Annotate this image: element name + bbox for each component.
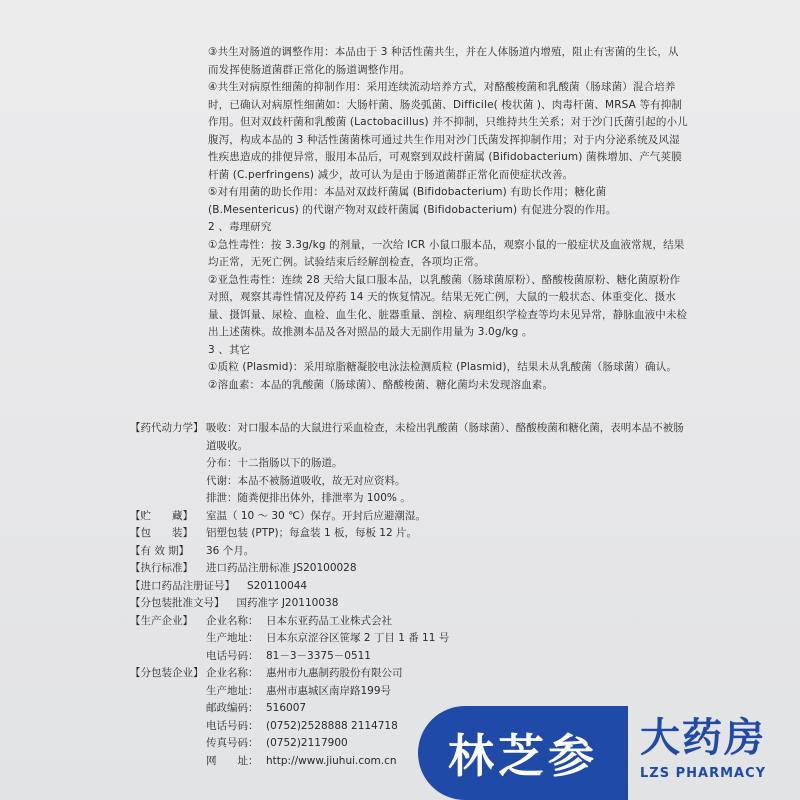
approval-row bbox=[130, 595, 690, 613]
approval-label: 【分包装批准文号】 bbox=[130, 597, 225, 609]
pkg-fax-value: (0752)2117900 bbox=[266, 737, 348, 749]
pk-absorption: 吸收：对口服本品的大鼠进行采血检查，未检出乳酸菌（肠球菌）、酪酸梭菌和糖化菌，表明本品不被肠道吸收。 bbox=[206, 422, 684, 452]
paragraph-hemolysin: ②溶血素：本品的乳酸菌（肠球菌）、酪酸梭菌、糖化菌均未发现溶血素。 bbox=[208, 378, 554, 391]
pkg-web-key: 网 址： bbox=[206, 754, 259, 767]
logo-pharmacy-text: 大药房 bbox=[640, 715, 766, 761]
mfr-address-line bbox=[206, 630, 690, 648]
paragraph-subacute-toxicity: ②亚急性毒性：连续 28 天给大鼠口服本品，以乳酸菌（肠球菌原粉）、酪酸梭菌原粉、糖化菌原粉作对照，观察其毒性情况及停药 14 天的恢复情况。结果无死亡例，大鼠的一般状态、体重变化、摄水量、摄饵量、尿检、血检、血生化、脏器重量、剖检、病理组织学检查等均未见异常，静脉血液中未检出上述菌株。故推测本品及各对照品的最大无副作用量为 3.0g/kg 。 bbox=[208, 273, 688, 338]
pkg-address-key: 生产地址： bbox=[206, 684, 259, 697]
pk-values bbox=[206, 420, 690, 508]
standard-row bbox=[130, 560, 690, 578]
mfr-phone-value: 81－3－3375－0511 bbox=[266, 649, 371, 662]
storage-row bbox=[130, 508, 690, 526]
manufacturer-row bbox=[130, 613, 690, 666]
manufacturer-label: 【生产企业】 bbox=[130, 614, 193, 627]
pkg-phone-key: 电话号码： bbox=[206, 719, 259, 732]
logo-badge bbox=[418, 706, 628, 800]
logo-brand-text: 林芝参 bbox=[448, 729, 598, 783]
mfr-address-key: 生产地址： bbox=[206, 632, 259, 644]
pk-label: 【药代动力学】 bbox=[130, 422, 204, 434]
pkg-name-line bbox=[206, 665, 690, 683]
heading-toxicology: 2 、毒理研究 bbox=[208, 221, 272, 233]
manufacturer-values bbox=[206, 613, 690, 666]
paragraph-symbiosis-adjust: ③共生对肠道的调整作用：本品由于 3 种活性菌共生，并在人体肠道内增殖，阻止有害菌的生长，从而发挥使肠道菌群正常化的肠道调整作用。 bbox=[208, 46, 679, 76]
pkg-address-value: 惠州市惠城区南岸路199号 bbox=[266, 684, 392, 697]
paragraph-plasmid: ①质粒 (Plasmid)：采用琼脂糖凝胶电泳法检测质粒 (Plasmid)，结果未从乳酸菌（肠球菌）确认。 bbox=[208, 361, 678, 373]
mfr-name-value: 日本东亚药品工业株式会社 bbox=[266, 614, 392, 627]
pk-distribution: 分布：十二指肠以下的肠道。 bbox=[206, 457, 343, 469]
heading-other: 3 、其它 bbox=[208, 343, 251, 356]
package-row bbox=[130, 525, 690, 543]
package-value: 铝塑包装 (PTP)；每盒装 1 板，每板 12 片。 bbox=[206, 527, 417, 539]
storage-label: 【贮 藏】 bbox=[130, 509, 193, 522]
package-label: 【包 装】 bbox=[130, 527, 193, 539]
pkg-fax-key: 传真号码： bbox=[206, 737, 259, 749]
pkg-name-value: 惠州市九惠制药股份有限公司 bbox=[266, 667, 403, 679]
paragraph-pathogen-inhibition: ④共生对病原性细菌的抑制作用：采用连续流动培养方式，对酪酸梭菌和乳酸菌（肠球菌）混合培养时，已确认对病原性细菌如：大肠杆菌、肠炎弧菌、Difficile( 梭状菌 )、肉毒杆菌、MRSA 等有抑制作用。但对双歧杆菌和乳酸菌 (Lactobacillus) 并不抑制，只维持共生关系；对于沙门氏菌引起的小儿腹泻，构成本品的 3 种活性菌菌株可通过共生作用对沙门氏菌发挥抑制作用；对于内分泌系统及风湿性疾患造成的排便异常，服用本品后，可观察到双歧杆菌属 (Bifidobacterium) 菌株增加、产气荚膜杆菌 (C.perfringens) 减少，故可认为是由于肠道菌群正常化而使症状改善。 bbox=[208, 81, 688, 181]
mfr-address-value: 日本东京涩谷区笹塚 2 丁目 1 番 11 号 bbox=[266, 632, 450, 644]
packager-label: 【分包装企业】 bbox=[130, 667, 204, 679]
mfr-name-line bbox=[206, 613, 690, 631]
pkg-phone-value: (0752)2528888 2114718 bbox=[266, 719, 398, 732]
pharmacy-watermark-logo bbox=[418, 706, 800, 800]
paragraph-acute-toxicity: ①急性毒性：按 3.3g/kg 的剂量，一次给 ICR 小鼠口服本品，观察小鼠的一般症状及血液常规，结果均正常，无死亡例。试验结束后经解剖检查，各项均正常。 bbox=[208, 238, 685, 268]
pkg-web-value: http://www.jiuhui.com.cn bbox=[266, 754, 397, 767]
main-text-column bbox=[208, 44, 688, 394]
pkg-name-key: 企业名称： bbox=[206, 667, 259, 679]
approval-value: 国药准字 J20110038 bbox=[236, 597, 339, 609]
pkg-address-line bbox=[206, 683, 690, 701]
standard-label: 【执行标准】 bbox=[130, 562, 193, 574]
paragraph-beneficial-growth: ⑤对有用菌的助长作用：本品对双歧杆菌属 (Bifidobacterium) 有助长作用；糖化菌 (B.Mesentericus) 的代谢产物对双歧杆菌属 (Bifidobacterium) 有促进分裂的作用。 bbox=[208, 186, 617, 216]
registration-label: 【进口药品注册证号】 bbox=[130, 579, 235, 592]
pk-row bbox=[130, 420, 690, 508]
pkg-zip-value: 516007 bbox=[266, 702, 307, 714]
mfr-name-key: 企业名称： bbox=[206, 614, 259, 627]
storage-value: 室温（ 10 ～ 30 ℃）保存。开封后应避潮湿。 bbox=[206, 509, 426, 522]
registration-row bbox=[130, 578, 690, 596]
mfr-phone-key: 电话号码： bbox=[206, 649, 259, 662]
standard-value: 进口药品注册标准 JS20100028 bbox=[206, 562, 357, 574]
registration-value: S20110044 bbox=[247, 579, 308, 592]
expiry-value: 36 个月。 bbox=[206, 544, 255, 557]
logo-english-text: LZS PHARMACY bbox=[640, 766, 767, 781]
pkg-zip-key: 邮政编码： bbox=[206, 702, 259, 714]
expiry-label: 【有 效 期】 bbox=[130, 544, 190, 557]
expiry-row bbox=[130, 543, 690, 561]
pk-excretion: 排泄：随粪便排出体外，排泄率为 100% 。 bbox=[206, 492, 411, 504]
pk-metabolism: 代谢：本品不被肠道吸收，故无对应资料。 bbox=[206, 474, 406, 487]
mfr-phone-line bbox=[206, 648, 690, 666]
logo-wordmark bbox=[640, 714, 800, 781]
